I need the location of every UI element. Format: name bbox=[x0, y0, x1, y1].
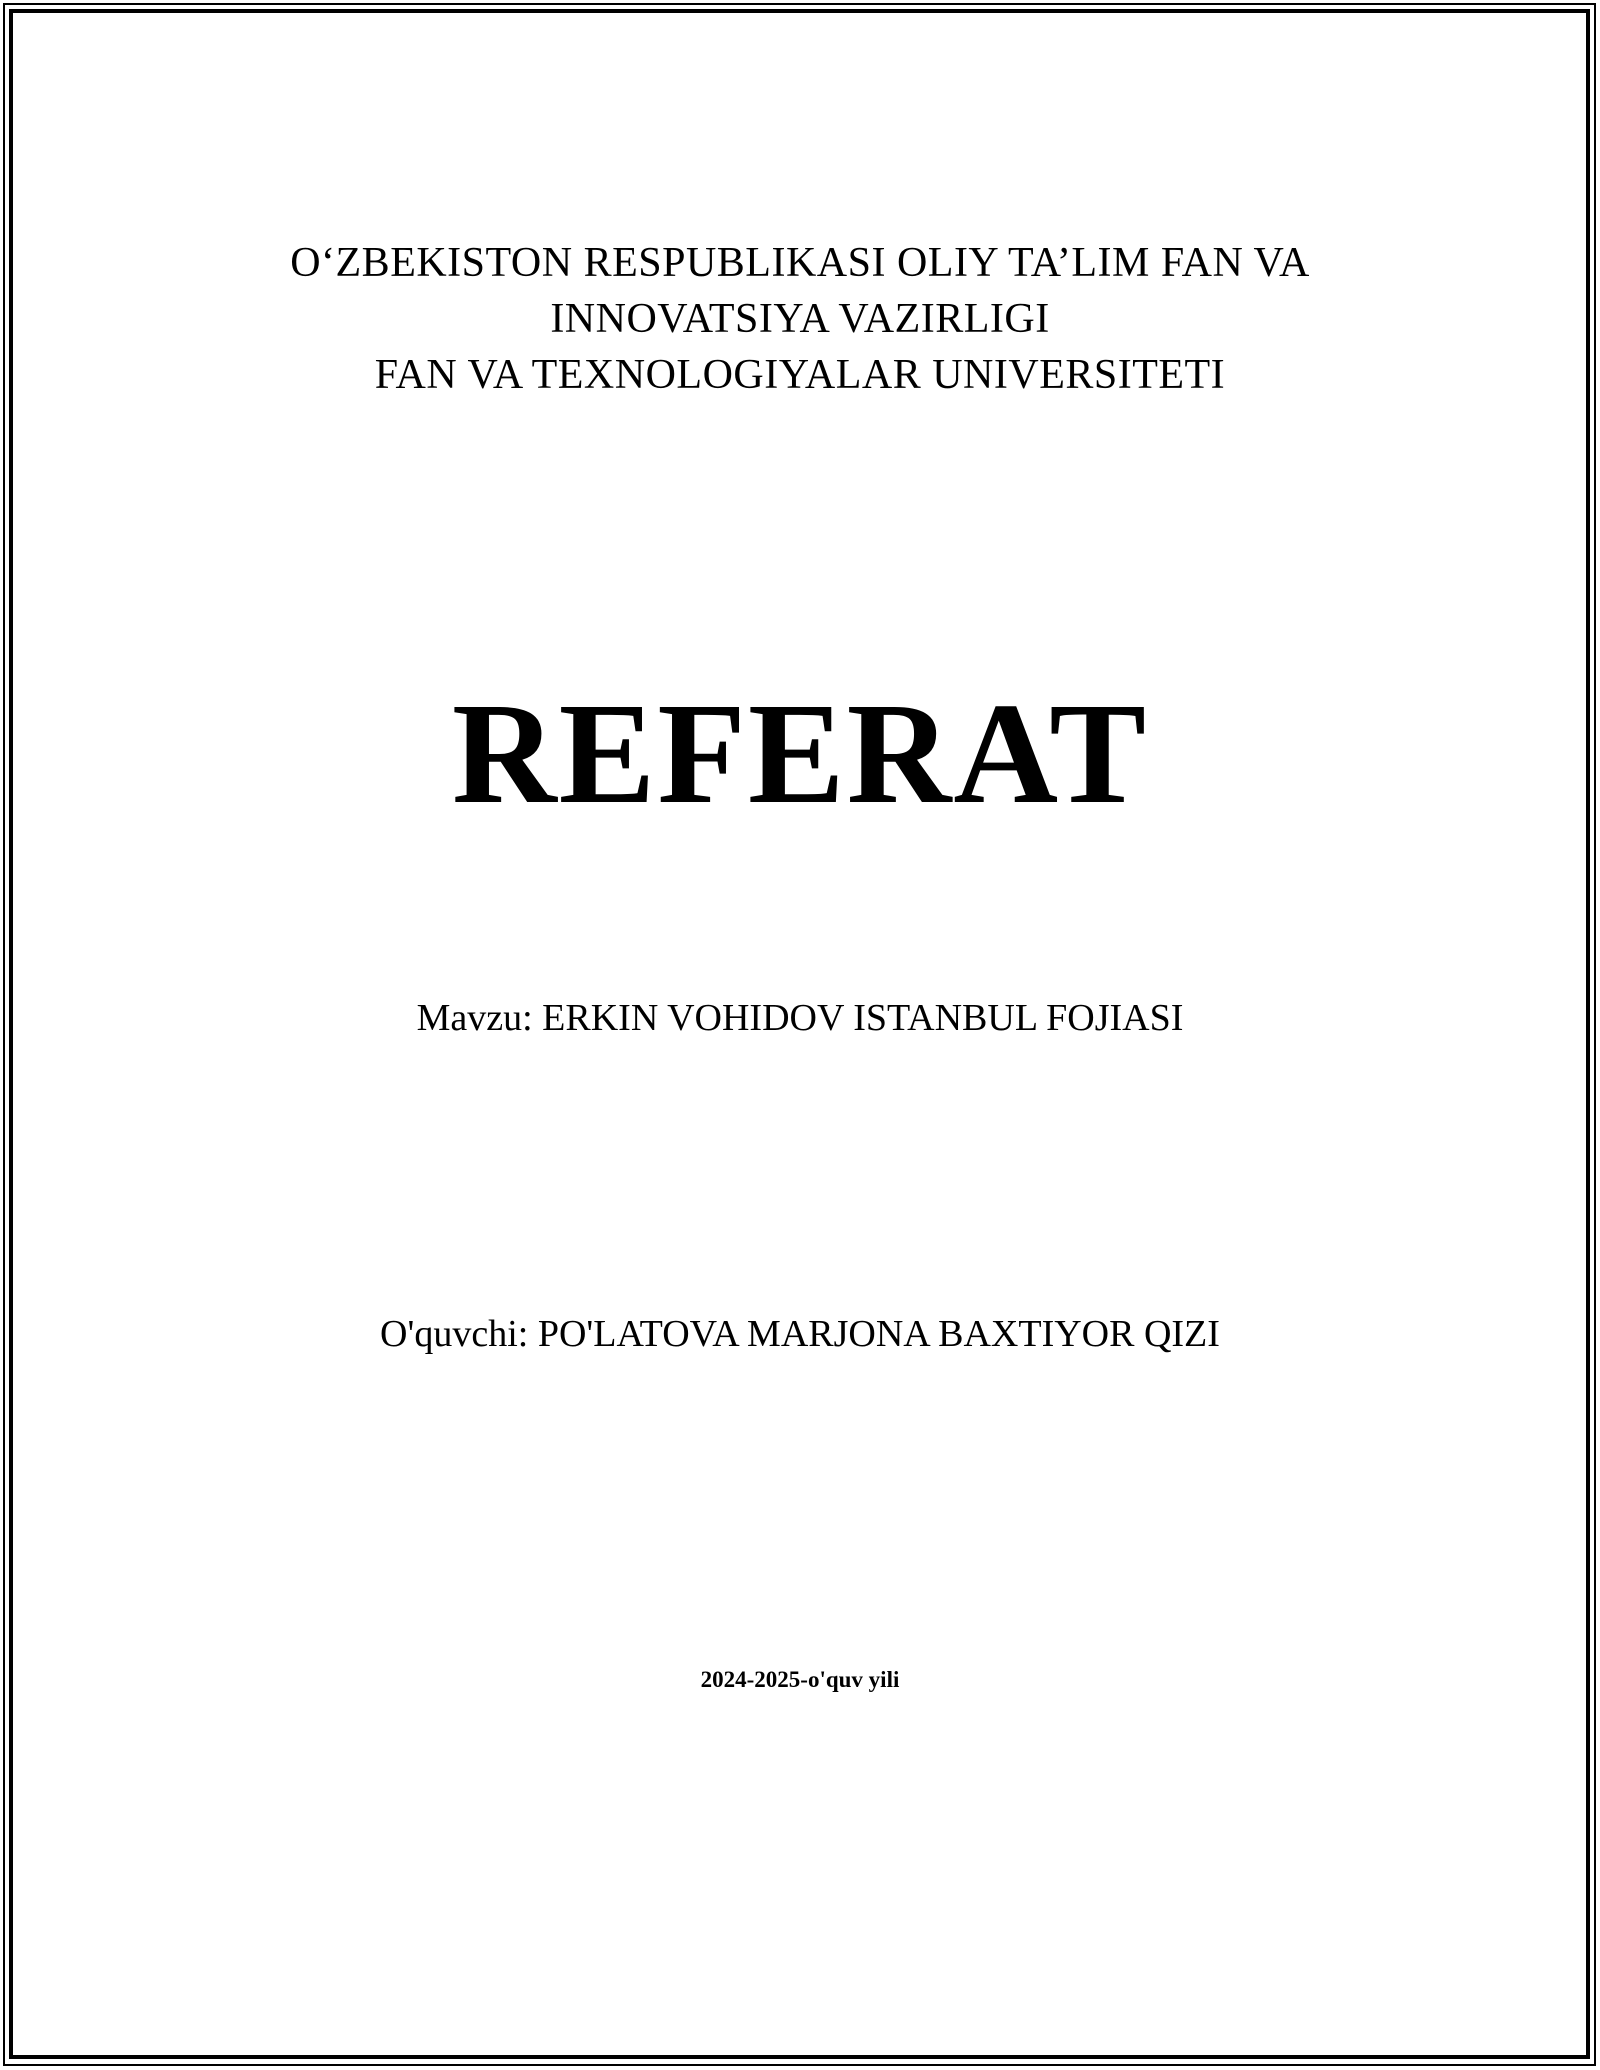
student-line: O'quvchi: PO'LATOVA MARJONA BAXTIYOR QIZI bbox=[380, 1313, 1220, 1355]
ministry-header-line-2: INNOVATSIYA VAZIRLIGI bbox=[550, 296, 1050, 342]
ministry-header-line-1: O‘ZBEKISTON RESPUBLIKASI OLIY TA’LIM FAN VA bbox=[290, 240, 1310, 286]
document-title: REFERAT bbox=[451, 674, 1149, 834]
ministry-header-line-3: FAN VA TEXNOLOGIYALAR UNIVERSITETI bbox=[374, 352, 1226, 398]
academic-year: 2024-2025-o'quv yili bbox=[700, 1667, 900, 1692]
ministry-header bbox=[60, 235, 1540, 403]
topic-line: Mavzu: ERKIN VOHIDOV ISTANBUL FOJIASI bbox=[416, 997, 1184, 1039]
